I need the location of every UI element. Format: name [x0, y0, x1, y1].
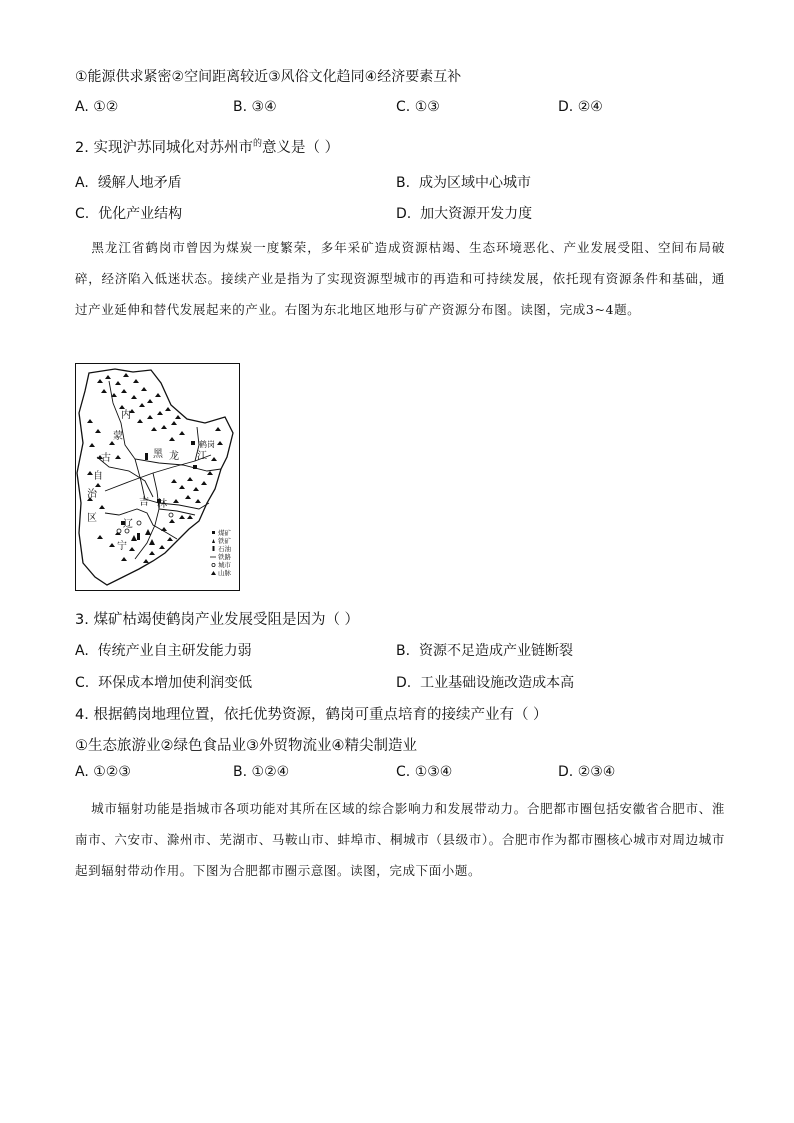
q4-option-d[interactable]	[558, 764, 615, 780]
q3-option-a[interactable]	[75, 640, 252, 660]
map-label-liao: 辽	[123, 519, 133, 530]
q2-option-b[interactable]	[396, 172, 531, 192]
option-letter: C.	[75, 206, 90, 222]
legend-oil-label: 石油	[218, 545, 231, 553]
option-text: ②④	[577, 99, 603, 115]
map-label-nei: 内	[121, 410, 131, 421]
option-letter: A.	[75, 99, 89, 115]
legend-coal-label: 煤矿	[218, 529, 231, 537]
passage-hefei	[75, 793, 725, 886]
q2-stem-part1: 2. 实现沪苏同城化对苏州市	[75, 140, 253, 156]
prev-option-c[interactable]	[396, 99, 440, 115]
legend-oil-symbol	[213, 546, 215, 551]
option-letter: B.	[396, 643, 411, 659]
option-text: ①②③	[93, 764, 131, 780]
map-label-zi: 自	[93, 471, 103, 482]
northeast-map	[75, 363, 240, 591]
option-text: ①②④	[251, 764, 290, 780]
map-label-ning: 宁	[117, 541, 127, 552]
q2-stem-superscript: 的	[252, 139, 262, 150]
option-letter: D.	[558, 99, 574, 115]
option-letter: B.	[396, 175, 411, 191]
map-label-qu: 区	[87, 513, 97, 524]
northeast-map-svg	[75, 363, 240, 591]
q3-stem: 3. 煤矿枯竭使鹤岗产业发展受阻是因为（ ）	[75, 612, 360, 628]
map-label-lin: 林	[157, 499, 167, 510]
map-label-long: 龙	[169, 451, 179, 462]
prev-option-a[interactable]	[75, 99, 118, 115]
q2-stem-part2: 意义是（ ）	[261, 140, 340, 156]
legend-city-label: 城市	[218, 561, 231, 569]
option-text: 环保成本增加使利润变低	[98, 675, 253, 691]
coal-mine-marker	[191, 441, 195, 445]
legend-coal-symbol	[212, 531, 215, 534]
option-letter: C.	[396, 764, 411, 780]
oil-marker	[145, 453, 148, 460]
q2-option-a[interactable]	[75, 172, 182, 192]
option-letter: D.	[396, 206, 412, 222]
option-text: 资源不足造成产业链断裂	[418, 643, 573, 659]
map-label-ji: 吉	[139, 497, 149, 508]
coal-mine-marker	[193, 465, 197, 469]
legend-city-symbol	[212, 563, 215, 566]
map-label-zhi: 治	[87, 489, 97, 500]
map-label-jiang: 江	[197, 451, 207, 462]
oil-marker	[137, 533, 140, 540]
map-label-hei: 黑	[153, 449, 163, 460]
q4-option-b[interactable]	[233, 764, 289, 780]
passage-hefei-text: 城市辐射功能是指城市各项功能对其所在区域的综合影响力和发展带动力。合肥都市圈包括安徽省合肥市、淮南市、六安市、滁州市、芜湖市、马鞍山市、蚌埠市、桐城市（县级市）。合肥市作为都市圈核心城市对周边城市起到辐射带动作用。下图为合肥都市圈示意图。读图，完成下面小题。	[75, 801, 725, 878]
option-text: 传统产业自主研发能力弱	[97, 643, 252, 659]
legend-iron-label: 铁矿	[218, 537, 231, 545]
q2-stem	[75, 136, 339, 157]
option-text: 优化产业结构	[98, 206, 183, 222]
option-letter: A.	[75, 175, 89, 191]
map-label-hegang: 鹤岗	[199, 440, 215, 449]
option-text: 成为区域中心城市	[418, 175, 531, 191]
option-letter: B.	[233, 99, 248, 115]
legend-railway-label: 铁路	[218, 553, 231, 561]
option-text: ①③④	[414, 764, 453, 780]
option-text: 加大资源开发力度	[420, 206, 533, 222]
option-letter: D.	[558, 764, 574, 780]
option-text: 工业基础设施改造成本高	[420, 675, 575, 691]
q3-option-b[interactable]	[396, 640, 573, 660]
legend-mountain-label: 山脉	[218, 569, 231, 577]
q3-option-c[interactable]	[75, 672, 252, 692]
passage-hegang	[75, 232, 725, 325]
option-text: ①③	[414, 99, 440, 115]
q4-stem: 4. 根据鹤岗地理位置，依托优势资源，鹤岗可重点培育的接续产业有（ ）	[75, 707, 548, 723]
q3-option-d[interactable]	[396, 672, 574, 692]
option-letter: A.	[75, 764, 89, 780]
option-text: ①②	[93, 99, 119, 115]
map-label-meng: 蒙	[113, 431, 123, 442]
prev-question-statements: ①能源供求紧密②空间距离较近③风俗文化趋同④经济要素互补	[75, 69, 462, 85]
q2-option-d[interactable]	[396, 203, 532, 223]
option-text: 缓解人地矛盾	[97, 175, 182, 191]
q2-option-c[interactable]	[75, 203, 182, 223]
option-letter: D.	[396, 675, 412, 691]
prev-option-d[interactable]	[558, 99, 603, 115]
option-text: ②③④	[577, 764, 616, 780]
prev-option-b[interactable]	[233, 99, 277, 115]
passage-hegang-text: 黑龙江省鹤岗市曾因为煤炭一度繁荣，多年采矿造成资源枯竭、生态环境恶化、产业发展受阻、空间布局破碎，经济陷入低迷状态。接续产业是指为了实现资源型城市的再造和可持续发展，依托现有资源条件和基础，通过产业延伸和替代发展起来的产业。右图为东北地区地形与矿产资源分布图。读图，完成3~4题。	[75, 240, 725, 317]
option-text: ③④	[251, 99, 277, 115]
map-label-gu: 古	[101, 453, 111, 464]
option-letter: A.	[75, 643, 89, 659]
option-letter: C.	[75, 675, 90, 691]
option-letter: B.	[233, 764, 248, 780]
q4-option-c[interactable]	[396, 764, 452, 780]
option-letter: C.	[396, 99, 411, 115]
q4-option-a[interactable]	[75, 764, 131, 780]
q4-statements: ①生态旅游业②绿色食品业③外贸物流业④精尖制造业	[75, 738, 417, 754]
